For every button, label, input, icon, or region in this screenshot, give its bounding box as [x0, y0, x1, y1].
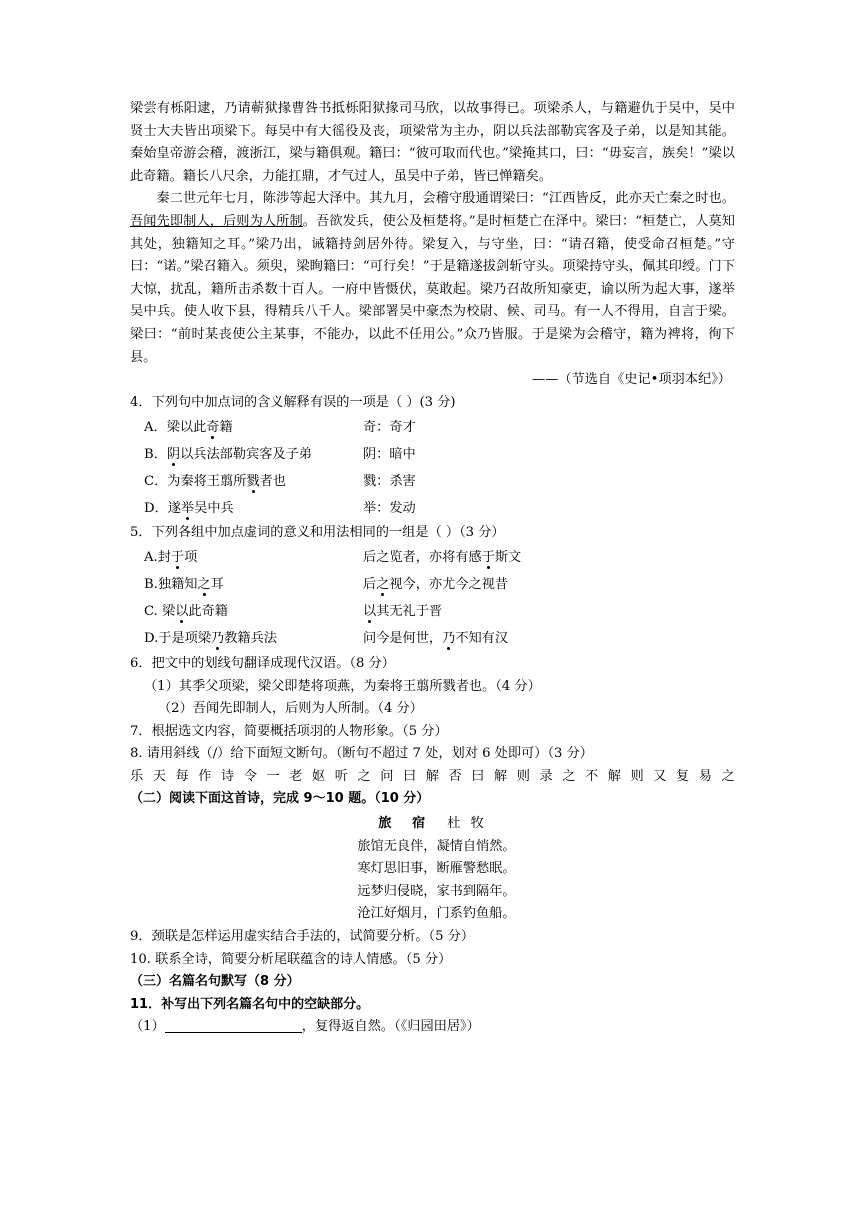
passage-char: 又 [653, 768, 667, 784]
passage-char: 曰 [403, 768, 417, 784]
option-text: 者也 [259, 473, 286, 489]
option-text: 籍 [219, 419, 233, 435]
option-text: D．遂 [144, 500, 181, 516]
passage-char: 乐 [130, 768, 144, 784]
dotted-word: 奇 [206, 419, 220, 435]
passage-char: 录 [539, 768, 553, 784]
option-text: 教籍兵法 [224, 631, 277, 647]
passage-paragraph-1: 梁尝有栎阳逮，乃请蕲狱掾曹咎书抵栎阳狱掾司马欣，以故事得已。项梁杀人，与籍避仇于吴中，吴中贤士大夫皆出项梁下。每吴中有大徭役及丧，项梁常为主办，阴以兵法部勒宾客及子弟，以是知其能。秦始皇帝游会稽，渡浙江，梁与籍俱观。籍曰：“彼可取而代也。”梁掩其口，曰：“毋妄言，族矣！”梁以此奇籍。籍长八尺余，力能扛鼎，才气过人，虽吴中子弟，皆已惮籍矣。 [130, 101, 735, 184]
passage-p2-post: 。吾欲发兵，使公及桓楚将。”是时桓楚亡在泽中。梁曰：“桓楚亡，人莫知其处，独籍知之耳。”梁乃出，诫籍持剑居外待。梁复入，与守坐，曰：“请召籍，使受命召桓楚。”守曰：“诺。”梁召籍入。须臾，梁眴籍曰：“可行矣！”于是籍遂拔剑斩守头。项梁持守头，佩其印绶。门下大惊，扰乱，籍所击杀数十百人。一府中皆慑伏，莫敢起。梁乃召故所知豪吏，谕以所为起大事，遂举吴中兵。使人收下县，得精兵八千人。梁部署吴中豪杰为校尉、候、司马。有一人不得用，自言于梁。梁曰：“前时某丧使公主某事，不能办，以此不任用公。”众乃皆服。于是梁为会稽守，籍为裨将，徇下县。 [130, 213, 735, 365]
passage-char: 则 [630, 768, 644, 784]
dotted-word: 举 [180, 500, 195, 516]
passage-char: 每 [175, 768, 189, 784]
q5-option-row [130, 626, 735, 653]
dotted-word: 戮 [246, 473, 260, 489]
passage-char: 听 [334, 768, 348, 784]
option-text: 以兵法部勒宾客及子弟 [180, 446, 312, 462]
passage-char: 解 [494, 768, 508, 784]
passage-char: 天 [152, 768, 166, 784]
option-text: B． [144, 446, 167, 462]
q5-option-row [130, 599, 735, 626]
q4-option-left [130, 417, 363, 440]
q5-option-row [130, 572, 735, 599]
question-11: 11．补写出下列名篇名句中的空缺部分。 [130, 996, 370, 1012]
dotted-word: 之 [376, 577, 390, 593]
option-text: C. 梁 [144, 604, 176, 620]
passage-char: 曰 [471, 768, 485, 784]
passage-char: 令 [243, 768, 257, 784]
q4-option-row [130, 468, 735, 495]
option-text: 吴中兵 [194, 500, 234, 516]
question-6-stem: 6．把文中的划线句翻译成现代汉语。（8 分） [130, 655, 395, 671]
question-4-stem: 4．下列句中加点词的含义解释有误的一项是（ ）(3 分) [130, 394, 456, 410]
passage-char: 老 [289, 768, 303, 784]
option-text: B.独籍知 [144, 577, 198, 593]
question-6-sub-1: （1）其季父项梁，梁父即楚将项燕，为秦将王翦所戮者也。（4 分） [144, 678, 541, 694]
question-10: 10. 联系全诗，简要分析尾联蕴含的诗人情感。（5 分） [130, 951, 452, 967]
q5-option-left [130, 574, 363, 597]
passage-char: 诗 [221, 768, 235, 784]
passage-char: 问 [380, 768, 394, 784]
option-text: 其无礼于晋 [376, 604, 443, 620]
passage-char: 之 [357, 768, 371, 784]
q5-option-left [130, 601, 363, 624]
poem-line: 远梦归侵晓，家书到隔年。 [357, 883, 516, 899]
passage-char: 复 [676, 768, 690, 784]
passage-char: 解 [607, 768, 621, 784]
option-text: 不知有汉 [455, 631, 509, 647]
option-text: C．为秦将王翦所 [144, 473, 247, 489]
q4-option-left [130, 471, 363, 494]
question-7: 7．根据选文内容，简要概括项羽的人物形象。（5 分） [130, 723, 448, 739]
dotted-word: 以 [175, 604, 189, 620]
q5-option-right [363, 628, 735, 651]
passage-source: ——（节选自《史记•项羽本纪》） [532, 372, 731, 388]
passage-char: 易 [698, 768, 712, 784]
question-4-options [130, 414, 735, 522]
q5-option-row [130, 545, 735, 572]
q5-option-left [130, 547, 363, 570]
dotted-word: 之 [197, 577, 211, 593]
passage-char: 作 [198, 768, 212, 784]
poem-author: 杜 牧 [447, 816, 487, 832]
option-text: 问今是何世， [363, 631, 443, 647]
passage-char: 之 [721, 768, 735, 784]
dotted-word: 阴 [166, 446, 181, 462]
option-text: 后 [363, 577, 377, 593]
passage-char: 则 [516, 768, 530, 784]
option-text: A．梁以此 [144, 419, 207, 435]
fill-in-blank[interactable] [165, 1016, 302, 1033]
exam-page [130, 98, 735, 1039]
option-text: 项 [184, 550, 198, 566]
q5-option-right [363, 601, 735, 624]
q4-option-explanation: 举：发动 [363, 500, 416, 516]
dotted-word: 于 [481, 550, 495, 566]
q4-option-row [130, 495, 735, 522]
q5-option-right [363, 547, 735, 570]
poem-body [130, 836, 735, 926]
q4-option-row [130, 441, 735, 468]
option-text: A.封 [144, 550, 171, 566]
q4-option-explanation: 奇：奇才 [363, 419, 416, 435]
passage-char: 之 [562, 768, 576, 784]
passage-char: 妪 [312, 768, 326, 784]
q5-option-right [363, 574, 735, 597]
poem-title: 旅 宿 [378, 816, 434, 832]
question-6-sub-2: （2）吾闻先即制人，后则为人所制。（4 分） [158, 701, 423, 717]
item-number: （1） [130, 1019, 165, 1035]
passage-char: 否 [448, 768, 462, 784]
passage-char: 不 [585, 768, 599, 784]
option-text: 后之览者，亦将有感 [363, 550, 482, 566]
q4-option-explanation: 戮：杀害 [363, 473, 416, 489]
section-3-heading: （三）名篇名句默写（8 分） [130, 974, 300, 990]
question-5-options [130, 545, 735, 653]
question-9: 9．颈联是怎样运用虚实结合手法的，试简要分析。（5 分） [130, 929, 475, 945]
passage-paragraph-2 [130, 188, 735, 369]
poem-line: 沧江好烟月，门系钓鱼船。 [357, 906, 516, 922]
dotted-word: 乃 [442, 631, 456, 647]
question-8-stem: 8. 请用斜线（/）给下面短文断句。（断句不超过 7 处，划对 6 处即可）（3 分） [130, 746, 593, 762]
option-text: 斯文 [494, 550, 522, 566]
poem-line: 旅馆无良伴，凝情自悄然。 [357, 838, 516, 854]
section-2-heading: （二）阅读下面这首诗，完成 9～10 题。（10 分） [130, 791, 430, 807]
dotted-word: 乃 [211, 631, 225, 647]
punctuation-exercise-text [130, 766, 735, 789]
passage-char: 一 [266, 768, 280, 784]
option-text: 视今，亦尤今之视昔 [389, 577, 509, 593]
q4-option-explanation: 阴：暗中 [363, 446, 416, 462]
passage-p2-pre: 秦二世元年七月，陈涉等起大泽中。其九月，会稽守殷通谓梁曰：“江西皆反，此亦天亡秦之时也。 [156, 191, 735, 207]
question-5-stem: 5．下列各组中加点虚词的意义和用法相同的一组是（ ）（3 分） [130, 525, 505, 541]
option-text: D.于是项梁 [144, 631, 212, 647]
poem-line: 寒灯思旧事，断雁警愁眠。 [357, 861, 516, 877]
dotted-word: 以 [363, 604, 377, 620]
q4-option-row [130, 414, 735, 441]
item-text: ，复得返自然。（《归园田居》） [301, 1019, 480, 1035]
question-11-item-1 [130, 1016, 735, 1039]
dotted-word: 于 [170, 550, 185, 566]
poem-title-line [130, 813, 735, 836]
q4-option-left [130, 444, 363, 467]
underlined-sentence: 吾闻先即制人，后则为人所制 [130, 213, 303, 229]
q4-option-left [130, 498, 363, 521]
q5-option-left [130, 628, 363, 651]
passage-char: 解 [425, 768, 439, 784]
option-text: 耳 [210, 577, 224, 593]
option-text: 此奇籍 [188, 604, 228, 620]
